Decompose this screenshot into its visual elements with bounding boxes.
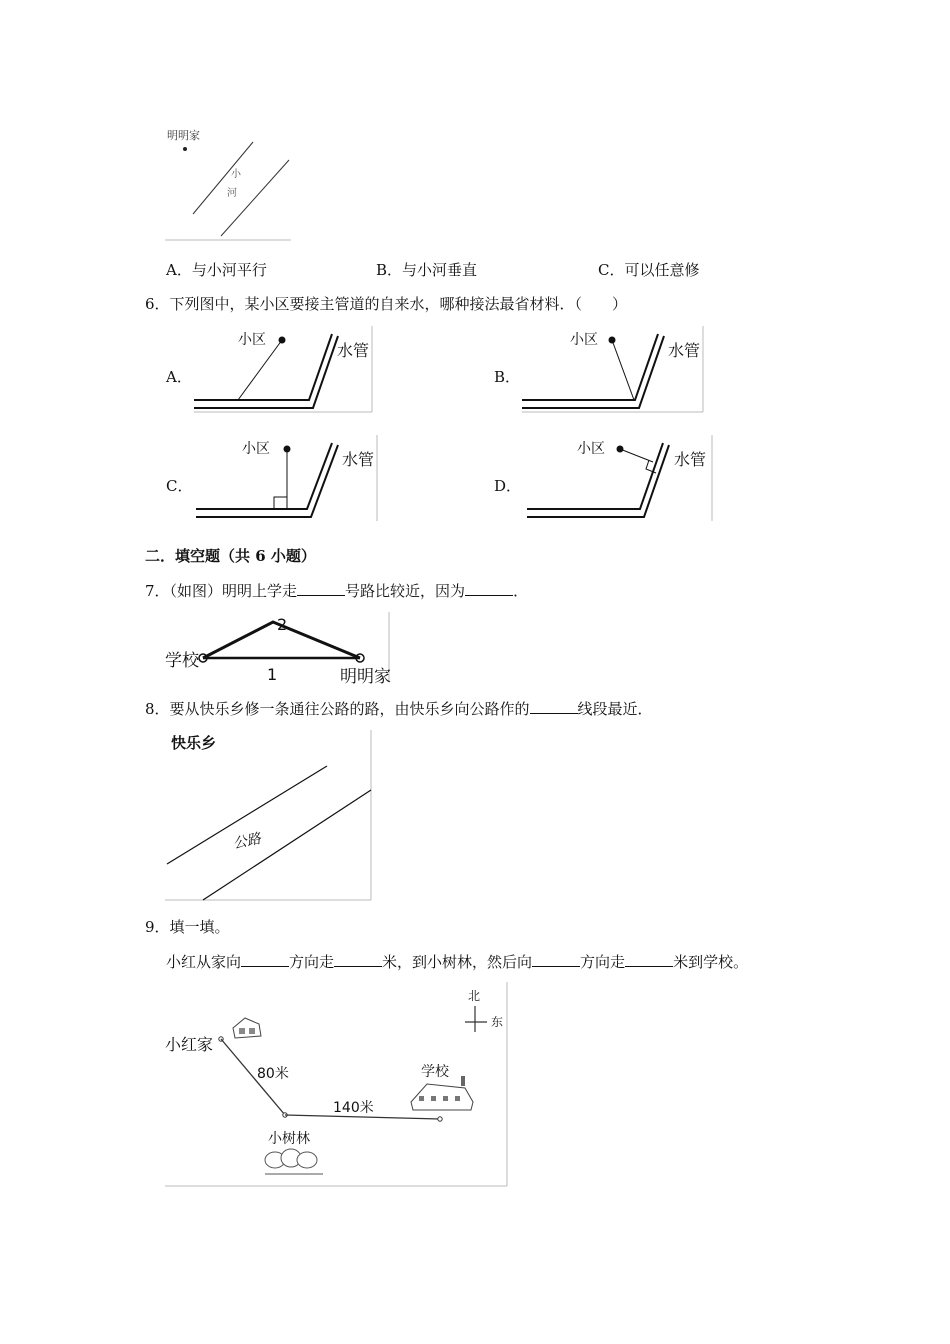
q5-river-label-1: 小 — [231, 169, 241, 180]
q9-text-2: 方向走 — [289, 953, 335, 971]
q9-text-5: 米到学校。 — [673, 953, 749, 971]
q6c-pipe-label: 水管 — [342, 450, 375, 469]
tree-icon — [265, 1149, 323, 1174]
compass-icon — [465, 989, 503, 1032]
q8-figure — [165, 728, 375, 904]
house-icon — [233, 1018, 261, 1038]
q8-text-1: 8．要从快乐乡修一条通往公路的路，由快乐乡向公路作的 — [145, 700, 530, 718]
q9-figure — [165, 980, 511, 1190]
q5-option-c-text: 可以任意修 — [624, 261, 700, 279]
q6-option-a-figure[interactable] — [194, 324, 376, 414]
q5-option-c[interactable] — [598, 260, 700, 280]
q6-option-c-figure[interactable] — [194, 433, 380, 523]
q6d-connect-line — [620, 449, 653, 462]
q6-option-c-letter[interactable]: C． — [166, 477, 193, 495]
section-heading-fill-in: 二．填空题（共 6 小题） — [145, 547, 316, 565]
q5-option-a-text: 与小河平行 — [191, 261, 267, 279]
q7-text-1: 7．（如图）明明上学走 — [145, 582, 298, 600]
q6-option-d-letter[interactable]: D． — [494, 477, 522, 495]
q8-road-edge-2 — [203, 790, 371, 900]
q7-home-label: 明明家 — [340, 667, 391, 687]
q9-dist1-label: 80米 — [257, 1066, 289, 1082]
q7-figure — [165, 610, 395, 690]
q8-question — [145, 699, 653, 719]
q9-blank-3[interactable] — [532, 952, 580, 967]
q9-text-1: 小红从家向 — [166, 953, 242, 971]
q6a-pipe-outer — [194, 336, 338, 408]
q6b-pipe-label: 水管 — [668, 341, 701, 360]
q6a-pipe-label: 水管 — [337, 341, 370, 360]
q5-figure — [165, 122, 293, 244]
school-building-icon — [411, 1076, 473, 1110]
q6a-community-label: 小区 — [238, 332, 266, 348]
q5-option-b-letter: B． — [376, 261, 403, 279]
q9-blank-2[interactable] — [334, 952, 382, 967]
q5-home-label: 明明家 — [167, 129, 200, 142]
q6-option-b-figure[interactable] — [522, 324, 706, 414]
q7-text-3: ． — [513, 582, 529, 600]
q6b-community-label: 小区 — [570, 332, 598, 348]
q6-option-d-figure[interactable] — [525, 433, 715, 523]
q6c-community-label: 小区 — [242, 441, 270, 457]
q8-village-label: 快乐乡 — [171, 734, 217, 752]
q7-text-2: 号路比较近，因为 — [345, 582, 466, 600]
q9-school-point — [438, 1117, 442, 1121]
q5-river-bank-1 — [193, 142, 253, 214]
q5-option-a[interactable] — [166, 260, 267, 280]
q8-text-2: 线段最近． — [577, 700, 653, 718]
q6-option-a-letter[interactable]: A． — [166, 368, 192, 386]
q7-question — [145, 581, 528, 601]
q6b-connect-line — [612, 340, 634, 400]
q9-blank-1[interactable] — [241, 952, 289, 967]
q9-question — [166, 952, 748, 972]
q9-title: 9．填一填。 — [145, 918, 230, 936]
q5-option-c-letter: C． — [598, 261, 625, 279]
q5-option-a-letter: A． — [166, 261, 192, 279]
q5-river-label-2: 河 — [227, 188, 237, 199]
q6d-community-label: 小区 — [577, 441, 605, 457]
q7-blank-2[interactable] — [465, 581, 513, 596]
q6-question: 6．下列图中，某小区要接主管道的自来水，哪种接法最省材料．（ ） — [145, 295, 628, 313]
q5-home-dot — [183, 147, 187, 151]
q6-option-b-letter[interactable]: B． — [494, 368, 521, 386]
q9-text-4: 方向走 — [580, 953, 626, 971]
q9-dist2-label: 140米 — [333, 1100, 374, 1116]
q9-grove-label: 小树林 — [268, 1131, 310, 1147]
q9-home-label: 小红家 — [165, 1035, 214, 1054]
q8-road-label: 公路 — [231, 830, 263, 853]
q6a-connect-line — [238, 340, 282, 400]
q9-text-3: 米，到小树林，然后向 — [382, 953, 533, 971]
q6c-right-angle-mark — [274, 497, 287, 509]
q7-route-2-label: 2 — [277, 615, 288, 634]
compass-north-label: 北 — [468, 989, 481, 1003]
q7-route-1-label: 1 — [267, 665, 278, 684]
q9-blank-4[interactable] — [625, 952, 673, 967]
q7-school-label: 学校 — [165, 651, 199, 671]
q5-option-b[interactable] — [376, 260, 477, 280]
q5-option-b-text: 与小河垂直 — [402, 261, 478, 279]
q8-blank[interactable] — [530, 699, 578, 714]
compass-east-label: 东 — [491, 1015, 504, 1029]
q6d-pipe-label: 水管 — [674, 450, 707, 469]
q9-school-label: 学校 — [421, 1064, 449, 1080]
q7-blank-1[interactable] — [297, 581, 345, 596]
